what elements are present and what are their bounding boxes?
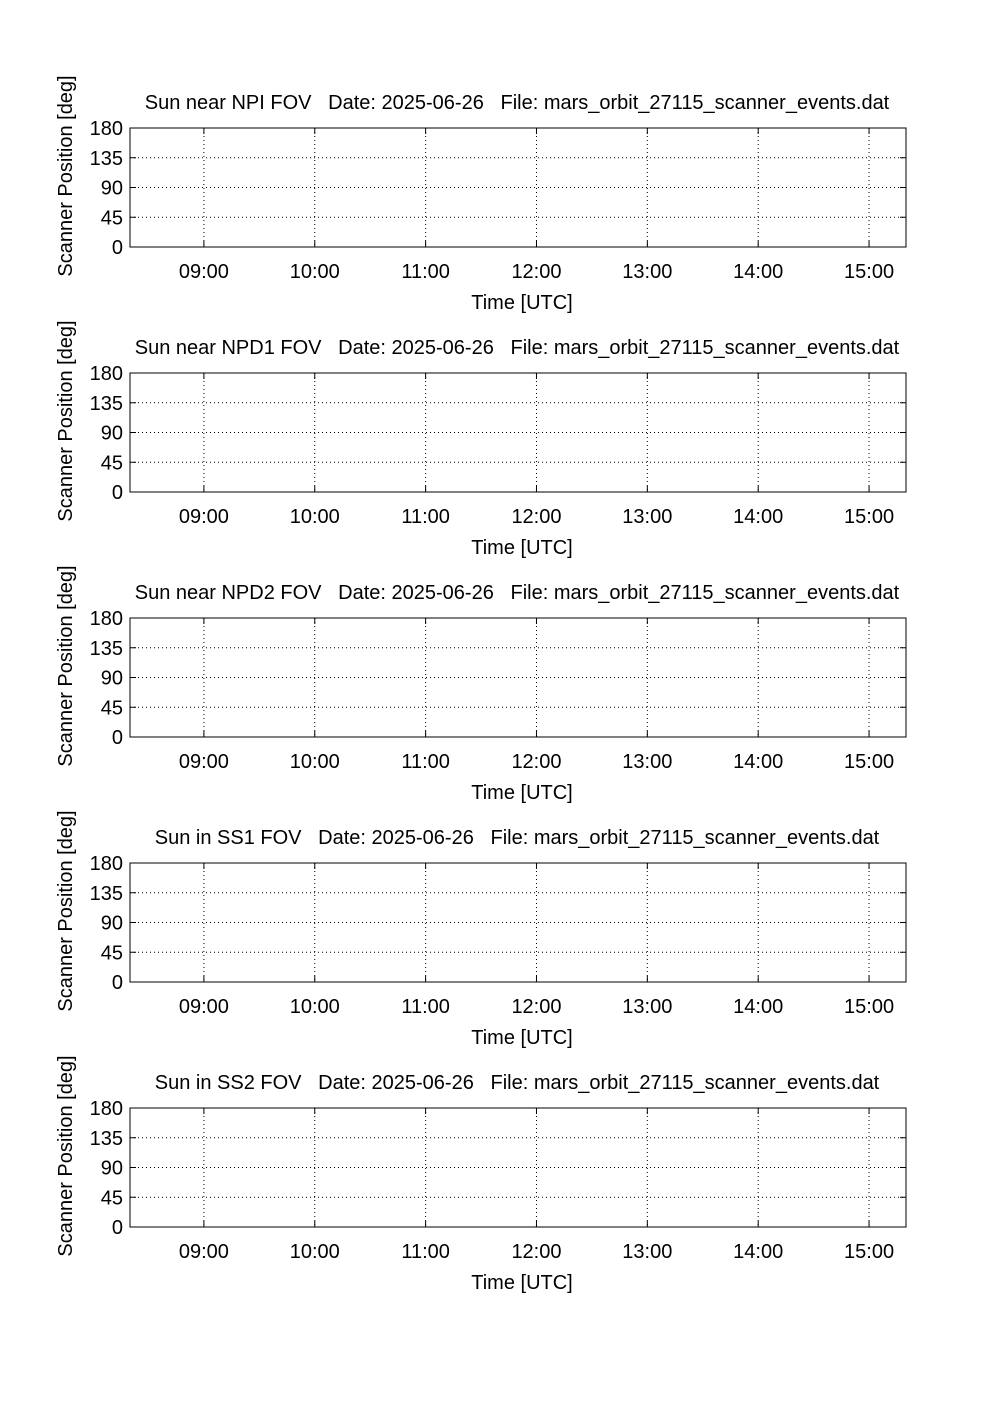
x-axis-label: Time [UTC] bbox=[471, 537, 573, 559]
x-tick-label: 10:00 bbox=[289, 751, 340, 773]
y-axis-label: Scanner Position [deg] bbox=[55, 1055, 77, 1257]
y-tick-label: 135 bbox=[89, 637, 123, 660]
x-tick-label: 15:00 bbox=[844, 996, 895, 1018]
y-tick-label: 90 bbox=[100, 1157, 123, 1180]
y-tick-label: 135 bbox=[89, 392, 123, 415]
x-tick-label: 09:00 bbox=[178, 506, 229, 528]
x-tick-label: 15:00 bbox=[844, 751, 895, 773]
y-tick-label: 0 bbox=[111, 482, 123, 504]
x-tick-label: 10:00 bbox=[289, 996, 340, 1018]
y-tick-label: 90 bbox=[100, 912, 123, 935]
x-tick-label: 09:00 bbox=[178, 996, 229, 1018]
x-tick-label: 14:00 bbox=[733, 261, 784, 283]
chart-panel-3 bbox=[55, 565, 906, 804]
y-tick-label: 0 bbox=[111, 1217, 123, 1239]
chart-title: Sun in SS2 FOV Date: 2025-06-26 File: mars_orbit_27115_scanner_events.dat bbox=[154, 1072, 880, 1094]
y-tick-label: 135 bbox=[89, 147, 123, 170]
y-tick-label: 90 bbox=[100, 667, 123, 690]
y-tick-label: 90 bbox=[100, 422, 123, 445]
y-tick-label: 90 bbox=[100, 177, 123, 200]
x-tick-label: 12:00 bbox=[511, 506, 562, 528]
chart-title: Sun near NPD1 FOV Date: 2025-06-26 File: mars_orbit_27115_scanner_events.dat bbox=[134, 337, 900, 359]
x-tick-label: 13:00 bbox=[622, 751, 673, 773]
x-tick-label: 11:00 bbox=[401, 1241, 450, 1263]
x-tick-label: 15:00 bbox=[844, 1241, 895, 1263]
y-tick-label: 135 bbox=[89, 1127, 123, 1150]
x-axis-label: Time [UTC] bbox=[471, 782, 573, 804]
x-axis-label: Time [UTC] bbox=[471, 292, 573, 314]
x-tick-label: 13:00 bbox=[622, 996, 673, 1018]
chart-title: Sun near NPI FOV Date: 2025-06-26 File: mars_orbit_27115_scanner_events.dat bbox=[144, 92, 890, 114]
x-tick-label: 13:00 bbox=[622, 261, 673, 283]
x-tick-label: 09:00 bbox=[178, 1241, 229, 1263]
y-tick-label: 45 bbox=[100, 452, 123, 475]
y-axis-label: Scanner Position [deg] bbox=[55, 320, 77, 522]
x-tick-label: 12:00 bbox=[511, 261, 562, 283]
y-tick-label: 180 bbox=[89, 1098, 123, 1120]
x-tick-label: 10:00 bbox=[289, 261, 340, 283]
chart-title: Sun near NPD2 FOV Date: 2025-06-26 File: mars_orbit_27115_scanner_events.dat bbox=[134, 582, 900, 604]
y-tick-label: 135 bbox=[89, 882, 123, 905]
y-tick-label: 45 bbox=[100, 697, 123, 720]
x-tick-label: 14:00 bbox=[733, 1241, 784, 1263]
y-tick-label: 45 bbox=[100, 207, 123, 230]
x-tick-label: 11:00 bbox=[401, 996, 450, 1018]
x-tick-label: 12:00 bbox=[511, 751, 562, 773]
x-tick-label: 10:00 bbox=[289, 1241, 340, 1263]
x-tick-label: 09:00 bbox=[178, 261, 229, 283]
chart-title: Sun in SS1 FOV Date: 2025-06-26 File: mars_orbit_27115_scanner_events.dat bbox=[154, 827, 880, 849]
x-tick-label: 11:00 bbox=[401, 506, 450, 528]
y-tick-label: 45 bbox=[100, 942, 123, 965]
x-tick-label: 10:00 bbox=[289, 506, 340, 528]
chart-panel-1 bbox=[55, 75, 906, 314]
x-tick-label: 15:00 bbox=[844, 506, 895, 528]
y-tick-label: 180 bbox=[89, 118, 123, 140]
x-tick-label: 12:00 bbox=[511, 996, 562, 1018]
x-tick-label: 13:00 bbox=[622, 506, 673, 528]
y-tick-label: 180 bbox=[89, 363, 123, 385]
y-axis-label: Scanner Position [deg] bbox=[55, 75, 77, 277]
x-tick-label: 11:00 bbox=[401, 261, 450, 283]
x-axis-label: Time [UTC] bbox=[471, 1027, 573, 1049]
x-tick-label: 12:00 bbox=[511, 1241, 562, 1263]
chart-panel-2 bbox=[55, 320, 906, 559]
y-tick-label: 180 bbox=[89, 853, 123, 875]
x-tick-label: 14:00 bbox=[733, 751, 784, 773]
x-axis-label: Time [UTC] bbox=[471, 1272, 573, 1294]
y-axis-label: Scanner Position [deg] bbox=[55, 810, 77, 1012]
x-tick-label: 09:00 bbox=[178, 751, 229, 773]
x-tick-label: 14:00 bbox=[733, 996, 784, 1018]
y-tick-label: 180 bbox=[89, 608, 123, 630]
x-tick-label: 13:00 bbox=[622, 1241, 673, 1263]
y-axis-label: Scanner Position [deg] bbox=[55, 565, 77, 767]
x-tick-label: 14:00 bbox=[733, 506, 784, 528]
x-tick-label: 15:00 bbox=[844, 261, 895, 283]
y-tick-label: 0 bbox=[111, 237, 123, 259]
y-tick-label: 45 bbox=[100, 1187, 123, 1210]
y-tick-label: 0 bbox=[111, 727, 123, 749]
chart-panel-4 bbox=[55, 810, 906, 1049]
chart-panel-5 bbox=[55, 1055, 906, 1294]
x-tick-label: 11:00 bbox=[401, 751, 450, 773]
y-tick-label: 0 bbox=[111, 972, 123, 994]
